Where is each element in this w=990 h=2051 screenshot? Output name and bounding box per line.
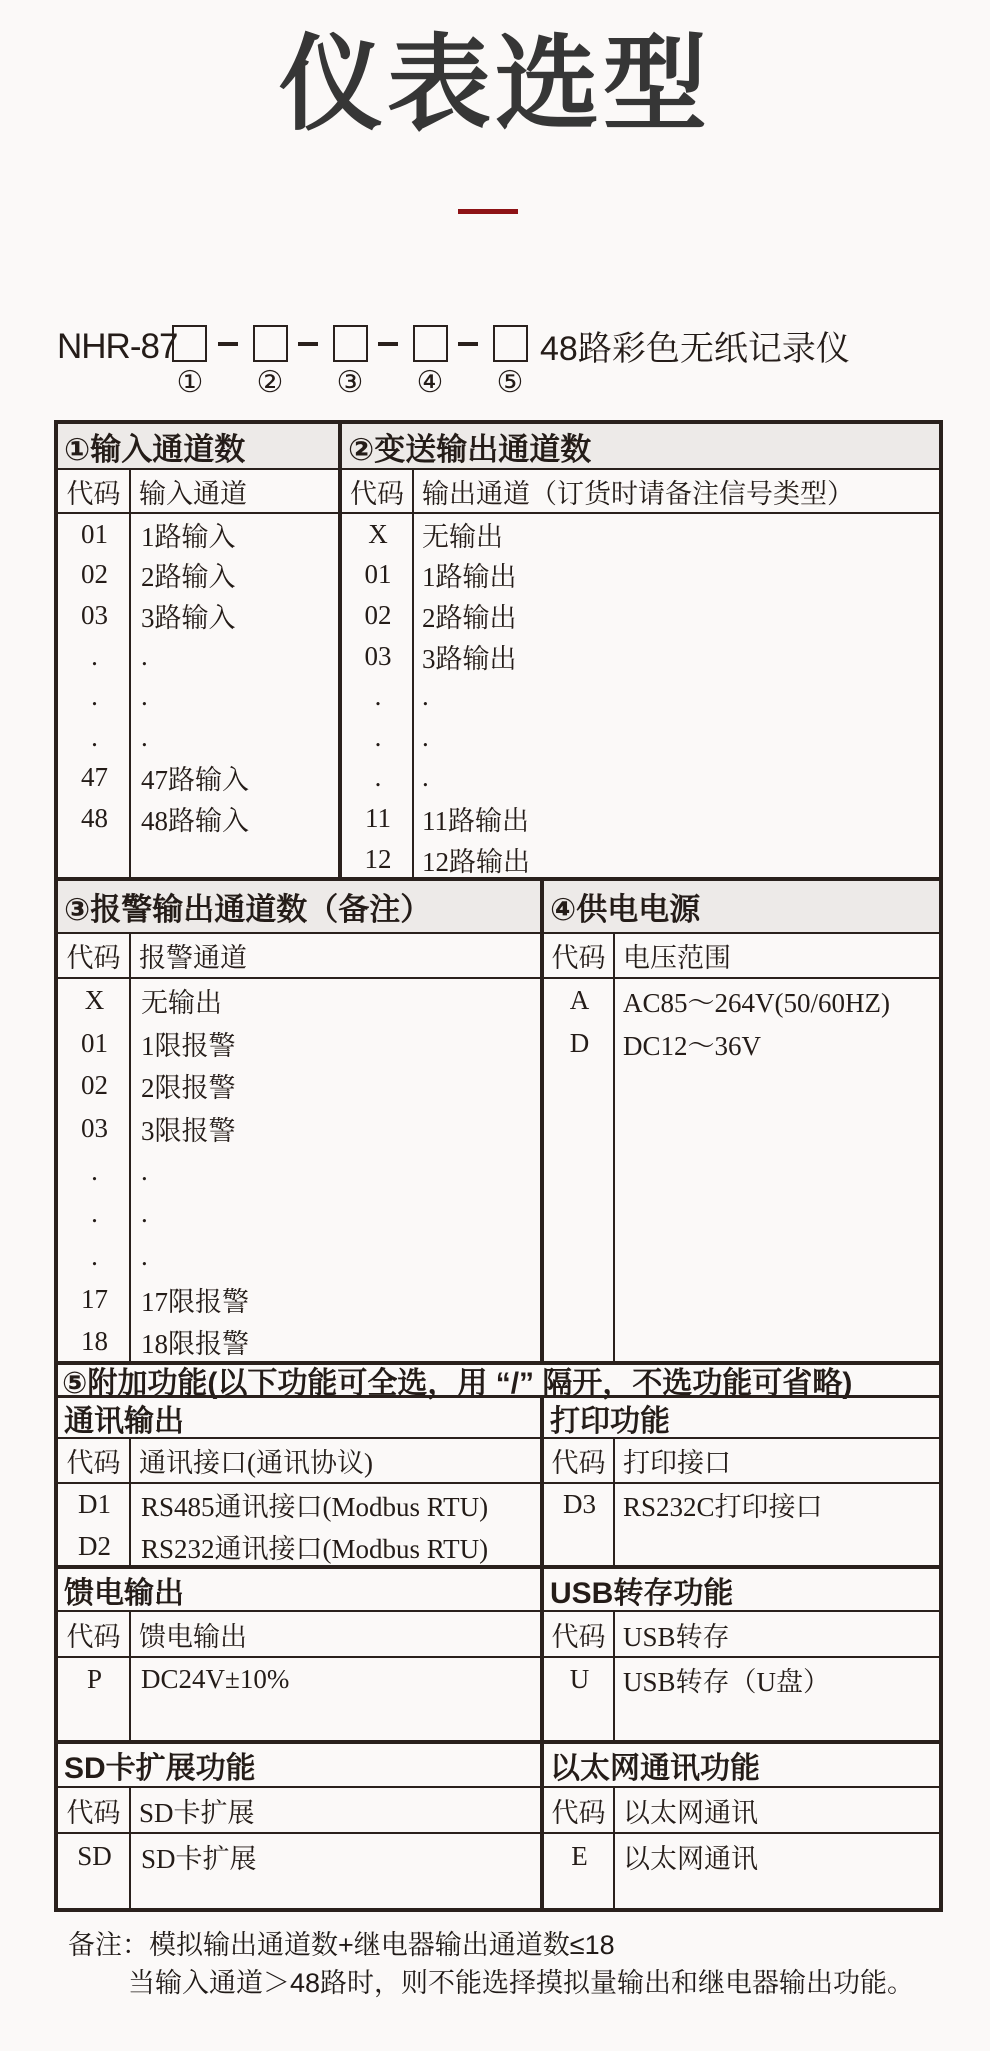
comm-output-rows — [58, 1484, 544, 1565]
section12-header-row — [58, 424, 939, 468]
code-cell: . — [91, 1155, 98, 1186]
column-header: 代码 — [544, 1439, 615, 1482]
sd-card-header: SD卡扩展功能 — [58, 1744, 544, 1786]
code-cell: 17 — [81, 1283, 108, 1314]
section5-header: ⑤附加功能(以下功能可全选，用 “/” 隔开，不选功能可省略) — [62, 1367, 853, 1400]
code-cell: X — [368, 518, 388, 549]
code-cell: . — [91, 1240, 98, 1271]
code-cell: 02 — [81, 1070, 108, 1101]
section34-header-row — [58, 877, 939, 932]
print-function-rows — [544, 1484, 939, 1565]
table-row — [58, 1022, 540, 1065]
desc-cell: AC85～264V(50/60HZ) — [623, 987, 890, 1018]
footnote-line-1: 备注：模拟输出通道数+继电器输出通道数≤18 — [68, 1930, 615, 1960]
desc-cell: 12路输出 — [422, 846, 530, 877]
code-cell: 11 — [365, 802, 391, 833]
code-cell: . — [374, 762, 382, 793]
table-row — [58, 514, 338, 555]
section5-title-row — [58, 1361, 939, 1400]
block2-body — [58, 1656, 939, 1740]
block2-header-row — [58, 1565, 939, 1610]
column-header: 输入通道 — [131, 470, 342, 512]
code-cell: D1 — [78, 1489, 111, 1520]
desc-cell: USB转存（U盘） — [623, 1666, 831, 1697]
circled-number-1: ① — [176, 366, 204, 399]
desc-cell: . — [141, 640, 148, 671]
desc-cell: 3路输入 — [141, 602, 236, 633]
model-code-box-4 — [413, 325, 448, 362]
desc-cell: 无输出 — [422, 521, 503, 552]
section2-rows — [342, 514, 939, 877]
desc-cell: 以太网通讯 — [623, 1843, 758, 1874]
desc-cell: 47路输入 — [141, 765, 249, 796]
table-row — [58, 1484, 540, 1526]
table-row — [342, 839, 939, 880]
column-header: 代码 — [58, 1439, 131, 1482]
desc-cell: DC24V±10% — [141, 1663, 290, 1694]
code-cell: 12 — [364, 843, 392, 874]
column-header: 代码 — [58, 470, 131, 512]
comm-output-header: 通讯输出 — [58, 1398, 544, 1437]
table-row — [58, 1192, 540, 1235]
table-row — [58, 1658, 540, 1700]
code-cell: 18 — [81, 1326, 108, 1357]
code-cell: 03 — [81, 1112, 108, 1143]
desc-cell: 18限报警 — [141, 1329, 249, 1360]
code-cell: . — [374, 681, 382, 712]
code-cell: . — [91, 681, 98, 712]
block3-body — [58, 1832, 939, 1908]
desc-cell: RS485通讯接口(Modbus RTU) — [141, 1492, 489, 1523]
column-header: 代码 — [58, 934, 131, 977]
code-cell: . — [91, 640, 98, 671]
table-row — [342, 798, 939, 839]
column-header: SD卡扩展 — [131, 1788, 544, 1832]
desc-cell: . — [422, 721, 429, 752]
table-row — [58, 1107, 540, 1150]
code-cell: 02 — [364, 599, 392, 630]
code-cell: 02 — [81, 559, 108, 590]
table-row — [58, 1150, 540, 1193]
block3-header-row — [58, 1740, 939, 1786]
table-row — [342, 676, 939, 717]
code-cell: 01 — [81, 518, 108, 549]
desc-cell: SD卡扩展 — [141, 1843, 257, 1874]
model-description: 48路彩色无纸记录仪 — [540, 330, 850, 368]
block1-subheader-row — [58, 1437, 939, 1482]
code-cell: D2 — [78, 1530, 111, 1561]
code-cell: SD — [77, 1840, 112, 1871]
table-row — [58, 1278, 540, 1321]
ethernet-header: 以太网通讯功能 — [550, 1752, 760, 1785]
model-separator-dash — [378, 342, 398, 346]
code-cell: D — [569, 1027, 590, 1058]
section4-rows — [544, 979, 939, 1361]
feed-output-rows — [58, 1658, 544, 1740]
section1-rows — [58, 514, 342, 877]
circled-number-2: ② — [256, 366, 284, 399]
desc-cell: 2路输入 — [141, 562, 236, 593]
block2-subheader-row — [58, 1610, 939, 1656]
sd-card-rows — [58, 1834, 544, 1908]
section4-header: ④供电电源 — [544, 881, 939, 932]
table-row — [58, 758, 338, 799]
feed-output-header: 馈电输出 — [58, 1569, 544, 1610]
section3-header: ③报警输出通道数（备注） — [58, 881, 544, 932]
section12-subheader-row — [58, 468, 939, 512]
desc-cell: . — [422, 681, 429, 712]
desc-cell: 3路输出 — [422, 643, 517, 674]
circled-number-3: ③ — [336, 366, 364, 399]
model-code-box-3 — [333, 325, 368, 362]
table-row — [58, 1526, 540, 1568]
section34-subheader-row — [58, 932, 939, 977]
column-header: 报警通道 — [131, 934, 544, 977]
model-code-figure — [0, 320, 990, 416]
model-separator-dash — [458, 342, 478, 346]
column-header: 以太网通讯 — [623, 1797, 758, 1828]
desc-cell: 1路输入 — [141, 521, 236, 552]
column-header: 打印接口 — [623, 1448, 731, 1478]
column-header: 电压范围 — [623, 943, 731, 973]
code-cell: 01 — [364, 559, 392, 590]
desc-cell: . — [141, 1155, 148, 1186]
table-row — [544, 1022, 939, 1065]
code-cell: U — [569, 1663, 590, 1694]
code-cell: X — [84, 984, 105, 1015]
desc-cell: 17限报警 — [141, 1286, 249, 1317]
desc-cell: 2路输出 — [422, 602, 517, 633]
column-header: USB转存 — [623, 1621, 730, 1652]
table-row — [58, 798, 338, 839]
desc-cell: . — [141, 681, 148, 712]
desc-cell: . — [141, 1198, 148, 1229]
desc-cell: . — [422, 762, 429, 793]
footnote-line-2: 当输入通道＞48路时，则不能选择摸拟量输出和继电器输出功能。 — [128, 1968, 915, 1998]
desc-cell: 11路输出 — [422, 805, 529, 836]
code-cell: 01 — [81, 1027, 108, 1058]
model-code-box-5 — [493, 325, 528, 362]
table-row — [544, 1484, 939, 1526]
model-separator-dash — [218, 342, 238, 346]
column-header: 代码 — [342, 470, 414, 512]
code-cell: 48 — [81, 802, 108, 833]
page-title: 仪表选型 — [278, 27, 711, 143]
block1-header-row — [58, 1395, 939, 1437]
code-cell: 47 — [81, 762, 108, 793]
code-cell: . — [91, 1198, 98, 1229]
section2-header: ②变送输出通道数 — [342, 424, 939, 468]
table-row — [342, 595, 939, 636]
block1-body — [58, 1482, 939, 1565]
section34-body — [58, 977, 939, 1361]
desc-cell: 3限报警 — [141, 1115, 236, 1146]
table-row — [342, 717, 939, 758]
column-header: 代码 — [544, 1612, 615, 1656]
model-code-box-1 — [172, 325, 207, 362]
code-cell: P — [86, 1663, 103, 1694]
table-row — [58, 979, 540, 1022]
column-header: 代码 — [544, 934, 615, 977]
table-row — [544, 1834, 939, 1878]
table-row — [58, 636, 338, 677]
circled-number-5: ⑤ — [496, 366, 524, 399]
table-row — [342, 555, 939, 596]
column-header: 通讯接口(通讯协议) — [131, 1439, 544, 1482]
table-row — [58, 1834, 540, 1878]
table-row — [58, 676, 338, 717]
section3-rows — [58, 979, 544, 1361]
title-divider — [458, 209, 518, 214]
section1-header: ①输入通道数 — [58, 424, 342, 468]
column-header: 馈电输出 — [131, 1612, 544, 1656]
column-header: 代码 — [58, 1612, 131, 1656]
desc-cell: 48路输入 — [141, 805, 249, 836]
usb-transfer-rows — [544, 1658, 939, 1740]
desc-cell: DC12～36V — [623, 1030, 762, 1061]
table-row — [58, 1064, 540, 1107]
code-cell: 03 — [364, 640, 392, 671]
desc-cell: 1路输出 — [422, 562, 517, 593]
block3-subheader-row — [58, 1786, 939, 1832]
desc-cell: 1限报警 — [141, 1030, 236, 1061]
table-row — [342, 758, 939, 799]
desc-cell: . — [141, 721, 148, 752]
model-separator-dash — [298, 342, 318, 346]
table-row — [342, 514, 939, 555]
model-code-box-2 — [253, 325, 288, 362]
code-cell: E — [571, 1840, 588, 1871]
table-row — [58, 1321, 540, 1364]
table-row — [58, 595, 338, 636]
circled-number-4: ④ — [416, 366, 444, 399]
desc-cell: . — [141, 1240, 148, 1271]
ethernet-rows — [544, 1834, 939, 1908]
desc-cell: RS232C打印接口 — [623, 1492, 823, 1523]
desc-cell: RS232通讯接口(Modbus RTU) — [141, 1533, 489, 1564]
code-cell: . — [91, 721, 98, 752]
table-row — [58, 555, 338, 596]
table-row — [544, 979, 939, 1022]
column-header: 代码 — [58, 1788, 131, 1832]
table-row — [58, 717, 338, 758]
desc-cell: 无输出 — [141, 987, 222, 1018]
column-header: 代码 — [544, 1788, 615, 1832]
table-row — [342, 636, 939, 677]
code-cell: 03 — [81, 599, 108, 630]
code-cell: A — [569, 984, 590, 1015]
column-header: 输出通道（订货时请备注信号类型） — [422, 478, 854, 509]
section12-body — [58, 512, 939, 877]
print-function-header: 打印功能 — [550, 1404, 670, 1438]
code-cell: D3 — [563, 1489, 596, 1520]
code-cell: . — [374, 721, 382, 752]
table-row — [58, 1235, 540, 1278]
table-row — [544, 1658, 939, 1700]
model-prefix: NHR-87 — [57, 327, 178, 366]
usb-transfer-header: USB转存功能 — [550, 1576, 734, 1610]
selection-table — [54, 420, 943, 1912]
desc-cell: 2限报警 — [141, 1073, 236, 1104]
